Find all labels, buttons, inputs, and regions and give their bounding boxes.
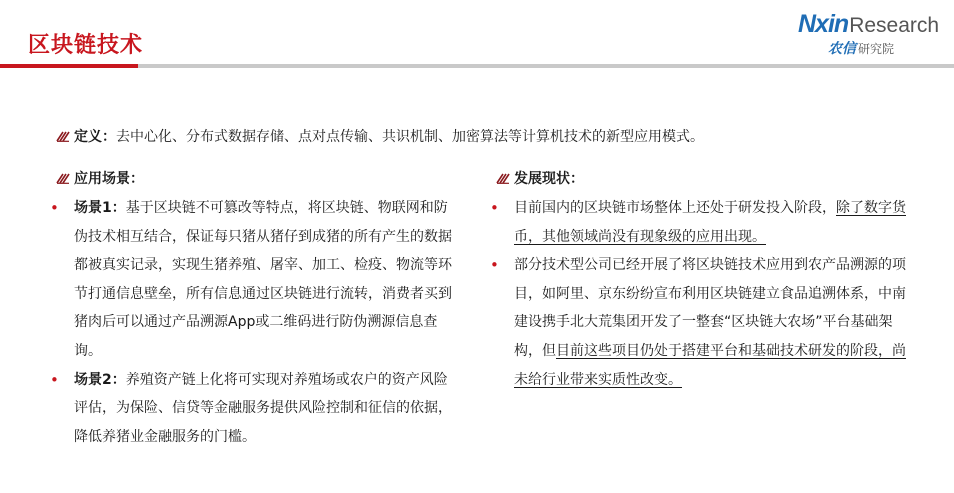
bullet-dot-icon: • xyxy=(490,199,499,217)
title-underline-red xyxy=(0,64,138,68)
list-item xyxy=(490,194,906,251)
status-text: 部分技术型公司已经开展了将区块链技术应用到农产品溯源的项目，如阿里、京东纷纷宣布利用区块链建立食品追溯体系，中南建设携手北大荒集团开发了一整套“区块链大农场”平台基础架构，但 xyxy=(514,257,906,359)
logo-wordmark xyxy=(798,10,939,39)
development-heading: 发展现状： xyxy=(514,171,584,187)
logo-brand: Nxin xyxy=(798,10,849,38)
applications-heading-row xyxy=(56,168,456,188)
definition-label: 定义： xyxy=(74,129,116,145)
brand-logo xyxy=(798,10,948,58)
title-underline-gray xyxy=(138,64,954,68)
development-list xyxy=(490,194,906,394)
applications-section xyxy=(50,168,456,451)
pencil-stripes-icon xyxy=(56,172,70,184)
status-underlined-text: 目前这些项目仍处于搭建平台和基础技术研发的阶段，尚未给行业带来实质性改变。 xyxy=(514,342,906,388)
status-text: 目前国内的区块链市场整体上还处于研发投入阶段， xyxy=(514,200,836,216)
logo-cn-sub: 研究院 xyxy=(858,42,895,56)
applications-heading: 应用场景： xyxy=(74,171,144,187)
scenario-text: 基于区块链不可篡改等特点，将区块链、物联网和防伪技术相互结合，保证每只猪从猪仔到成猪的所有产生的数据都被真实记录，实现生猪养殖、屠宰、加工、检疫、物流等环节打通信息壁垒，所有信息通过区块链进行流转，消费者买到猪肉后可以通过产品溯源App或二维码进行防伪溯源信息查询。 xyxy=(74,200,452,359)
list-item xyxy=(490,251,906,394)
logo-cn-mark xyxy=(828,38,894,58)
logo-word: Research xyxy=(849,14,940,37)
scenario-text: 养殖资产链上化将可实现对养殖场或农户的资产风险评估，为保险、信贷等金融服务提供风险控制和征信的依据，降低养猪业金融服务的门槛。 xyxy=(74,371,452,445)
definition-line xyxy=(56,126,704,146)
list-item xyxy=(50,366,456,452)
development-section xyxy=(490,168,906,394)
bullet-dot-icon: • xyxy=(490,256,499,275)
applications-list xyxy=(50,194,456,451)
list-item xyxy=(50,194,456,366)
logo-cn-brand: 农信 xyxy=(828,41,856,57)
pencil-stripes-icon xyxy=(496,172,510,184)
pencil-stripes-icon xyxy=(56,130,70,142)
bullet-dot-icon: • xyxy=(50,370,59,389)
status-underlined-text: 除了数字货币，其他领域尚没有现象级的应用出现。 xyxy=(514,200,906,245)
page-title: 区块链技术 xyxy=(28,33,144,58)
bullet-dot-icon: • xyxy=(50,199,59,217)
development-heading-row xyxy=(496,168,906,188)
scenario-label: 场景1： xyxy=(74,200,126,216)
scenario-label: 场景2： xyxy=(74,371,126,388)
definition-text: 去中心化、分布式数据存储、点对点传输、共识机制、加密算法等计算机技术的新型应用模式。 xyxy=(116,129,704,145)
